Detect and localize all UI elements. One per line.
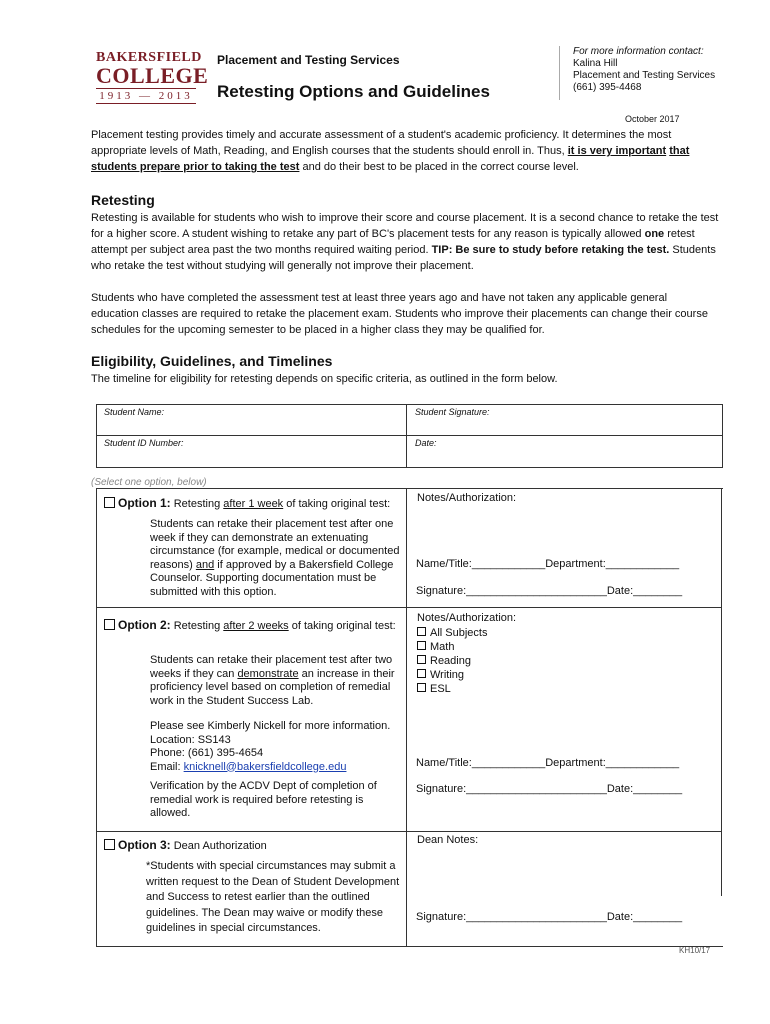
contact-line: Kalina Hill [573, 58, 618, 69]
option-2-contact: Please see Kimberly Nickell for more information. Location: SS143 Phone: (661) 395-4654 Email: knicknell@bakersfieldcollege.edu [150, 720, 404, 774]
select-option-hint: (Select one option, below) [91, 477, 207, 488]
subject-checkbox-writing[interactable]: Writing [417, 668, 487, 682]
subject-checkbox-reading[interactable]: Reading [417, 654, 487, 668]
subject-checkbox-math[interactable]: Math [417, 640, 487, 654]
logo-years: 1913 — 2013 [99, 90, 193, 102]
retesting-paragraph-1: Retesting is available for students who wish to improve their score and course placement. It is a second chance to retake the test for a higher score. A student wishing to retake any part of BC's placement tests for any reason is typically allowed one retest attempt per subject area past the two months required waiting period. TIP: Be sure to study before retaking the test. Students who retake the test without studying will generally not improve their placement. [91, 212, 719, 272]
intro-paragraph: Placement testing provides timely and accurate assessment of a student's academic proficiency. It determines the most appropriate levels of Math, Reading, and English courses that the students should enroll in. Thus, it is very important that students prepare prior to taking the test and do their best to be placed in the correct course level. [91, 129, 690, 173]
date-label: Date: [415, 438, 437, 448]
contact-line: (661) 395-4468 [573, 82, 642, 93]
footer-code: KH10/17 [679, 946, 711, 955]
student-name-label: Student Name: [104, 407, 165, 417]
subject-checkbox-all[interactable]: All Subjects [417, 626, 487, 640]
option-3-title[interactable]: Option 3: Dean Authorization [104, 838, 267, 852]
option-2-verification: Verification by the ACDV Dept of completion of remedial work is required before retesting is allowed. [150, 780, 377, 819]
option-3-signature-field[interactable]: Signature:_______________________Date:________ [416, 911, 683, 923]
student-id-label: Student ID Number: [104, 438, 184, 448]
logo-name-main: COLLEGE [96, 63, 209, 88]
option-1-checkbox[interactable] [104, 497, 115, 508]
option-1-name-title-field[interactable]: Name/Title:____________Department:____________ [416, 558, 680, 570]
email-link[interactable]: knicknell@bakersfieldcollege.edu [183, 760, 347, 773]
option-2-checkbox[interactable] [104, 619, 115, 630]
option-3-checkbox[interactable] [104, 839, 115, 850]
option-1-description: Students can retake their placement test after one week if they can demonstrate an extenuating circumstance (for example, medical or documented reasons) and if approved by a Bakersfield College Counselor. Supporting documentation must be submitted with this option. [150, 518, 400, 598]
option-1-signature-field[interactable]: Signature:_______________________Date:________ [416, 585, 683, 597]
option-2-description: Students can retake their placement test after two weeks if they can demonstrate an increase in their proficiency level based on completion of remedial work in the Student Success Lab. [150, 654, 395, 707]
option-2-title[interactable]: Option 2: Retesting after 2 weeks of taking original test: [104, 617, 399, 634]
option-2-subjects [417, 626, 487, 696]
contact-block [573, 46, 715, 94]
option-1-title[interactable]: Option 1: Retesting after 1 week of taking original test: [104, 496, 404, 510]
subject-checkbox-esl[interactable]: ESL [417, 682, 487, 696]
department-name: Placement and Testing Services [217, 53, 400, 67]
contact-location: Location: SS143 [150, 733, 231, 746]
logo-name-top: BAKERSFIELD [96, 50, 202, 65]
option-1-notes-label: Notes/Authorization: [417, 492, 517, 504]
page-title: Retesting Options and Guidelines [217, 82, 490, 101]
student-info-table [96, 404, 723, 468]
eligibility-heading: Eligibility, Guidelines, and Timelines [91, 353, 333, 369]
retesting-paragraph-2: Students who have completed the assessment test at least three years ago and have not taken any applicable general education classes are required to retake the placement exam. Students who improve their placements can change their course schedules for the upcoming semester to be placed in a higher class they may be qualified for. [91, 292, 708, 336]
contact-line: Placement and Testing Services [573, 70, 716, 81]
student-signature-label: Student Signature: [415, 407, 490, 417]
eligibility-text: The timeline for eligibility for retesting depends on specific criteria, as outlined in the form below. [91, 373, 558, 385]
contact-text: Please see Kimberly Nickell for more information. [150, 720, 391, 732]
option-2-signature-field[interactable]: Signature:_______________________Date:________ [416, 783, 683, 795]
option-3-description: *Students with special circumstances may submit a written request to the Dean of Student Development and Success to retest earlier than the outlined guidelines. The Dean may waive or modify these guidelines in special circumstances. [146, 860, 400, 934]
document-date: October 2017 [625, 114, 680, 124]
option-2-notes-label: Notes/Authorization: [417, 612, 517, 624]
retesting-heading: Retesting [91, 192, 155, 208]
option-2-name-title-field[interactable]: Name/Title:____________Department:____________ [416, 757, 680, 769]
contact-phone: Phone: (661) 395-4654 [150, 747, 264, 759]
college-logo [96, 50, 209, 104]
option-3-notes-label: Dean Notes: [417, 834, 479, 846]
contact-heading: For more information contact: [573, 46, 704, 57]
header-divider [559, 46, 560, 100]
